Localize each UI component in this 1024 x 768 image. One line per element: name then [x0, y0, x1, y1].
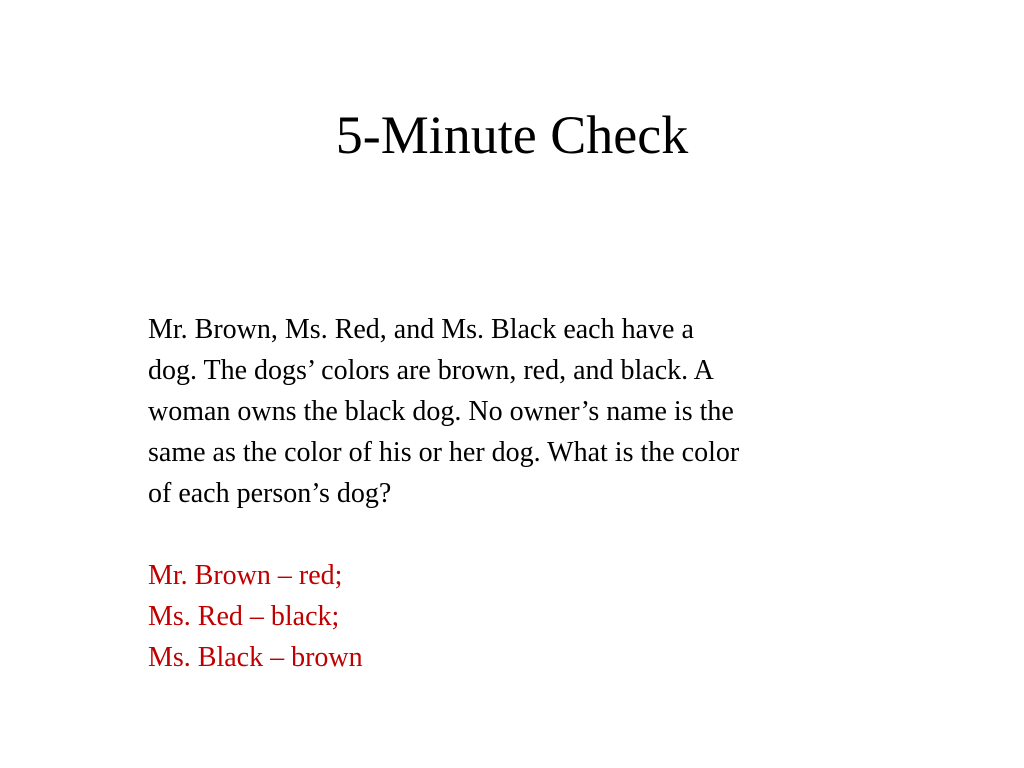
question-line: same as the color of his or her dog. What is the color — [148, 437, 740, 468]
slide-title: 5-Minute Check — [335, 105, 689, 165]
question-text — [148, 309, 878, 514]
question-line: dog. The dogs’ colors are brown, red, and black. A — [148, 355, 714, 386]
question-line: Mr. Brown, Ms. Red, and Ms. Black each have a — [148, 314, 694, 345]
slide-body — [148, 309, 878, 678]
question-line: woman owns the black dog. No owner’s name is the — [148, 396, 734, 427]
answer-line: Ms. Black – brown — [148, 642, 363, 673]
answer-line: Ms. Red – black; — [148, 601, 340, 632]
question-line: of each person’s dog? — [148, 478, 392, 509]
answer-line: Mr. Brown – red; — [148, 560, 343, 591]
answer-text — [148, 555, 878, 678]
